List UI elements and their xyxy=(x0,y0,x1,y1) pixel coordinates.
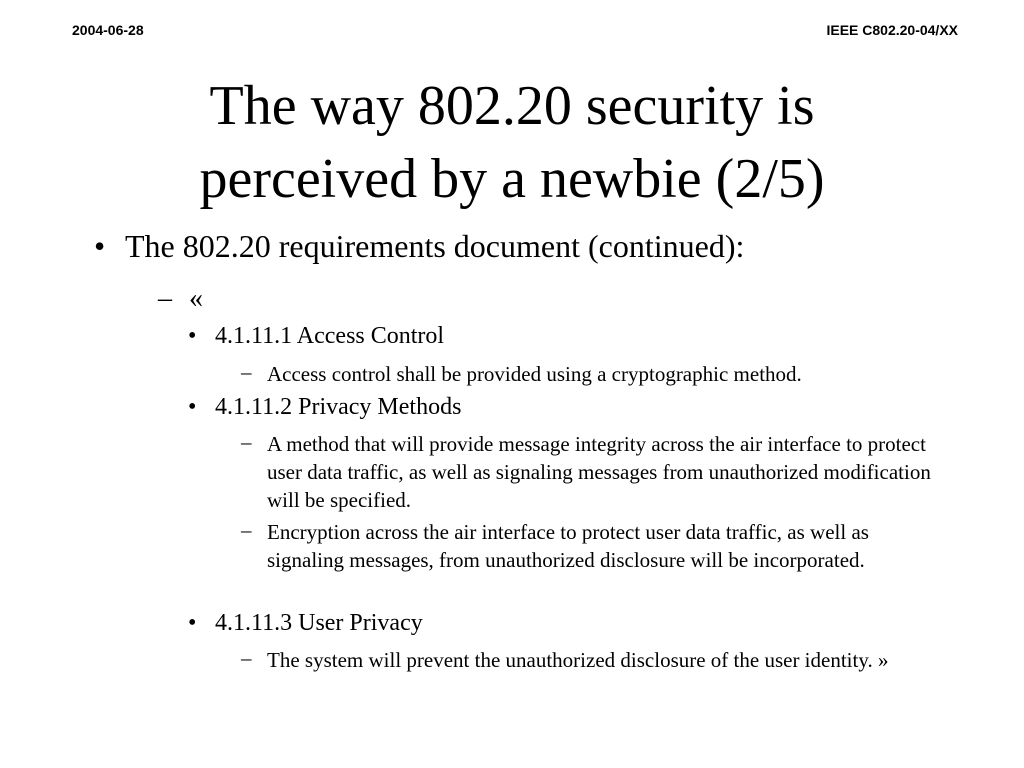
bullet-dot-icon: • xyxy=(188,394,197,420)
slide-title xyxy=(0,70,1024,216)
section-item-text: The system will prevent the unauthorized disclosure of the user identity. » xyxy=(267,648,889,672)
section-item-text: A method that will provide message integrity across the air interface to protect user data traffic, as well as signaling messages from unauthorized modification will be specified. xyxy=(267,432,931,512)
dash-icon: – xyxy=(241,518,252,542)
dash-icon: – xyxy=(241,360,252,384)
dash-icon: – xyxy=(241,646,252,670)
section-heading-text: 4.1.11.3 User Privacy xyxy=(215,610,423,636)
section-heading-text: 4.1.11.2 Privacy Methods xyxy=(215,394,462,420)
bullet-level-2 xyxy=(158,283,203,315)
dash-icon: – xyxy=(241,430,252,454)
header-date: 2004-06-28 xyxy=(72,22,144,38)
bullet-dot-icon: • xyxy=(94,228,106,264)
quote-open-text: « xyxy=(189,283,203,314)
header-doc-id: IEEE C802.20-04/XX xyxy=(826,22,958,38)
slide-title-line-2: perceived by a newbie (2/5) xyxy=(199,147,825,210)
dash-icon: – xyxy=(158,283,172,314)
bullet-dot-icon: • xyxy=(188,610,197,636)
section-heading-text: 4.1.11.1 Access Control xyxy=(215,323,445,349)
slide-title-line-1: The way 802.20 security is xyxy=(209,75,815,137)
bullet-dot-icon: • xyxy=(188,323,197,349)
bullet-level-1-text: The 802.20 requirements document (continued): xyxy=(125,228,745,264)
section-item-text: Encryption across the air interface to protect user data traffic, as well as signaling messages, from unauthorized disclosure will be incorporated. xyxy=(267,520,869,572)
section-item-text: Access control shall be provided using a cryptographic method. xyxy=(267,362,802,386)
